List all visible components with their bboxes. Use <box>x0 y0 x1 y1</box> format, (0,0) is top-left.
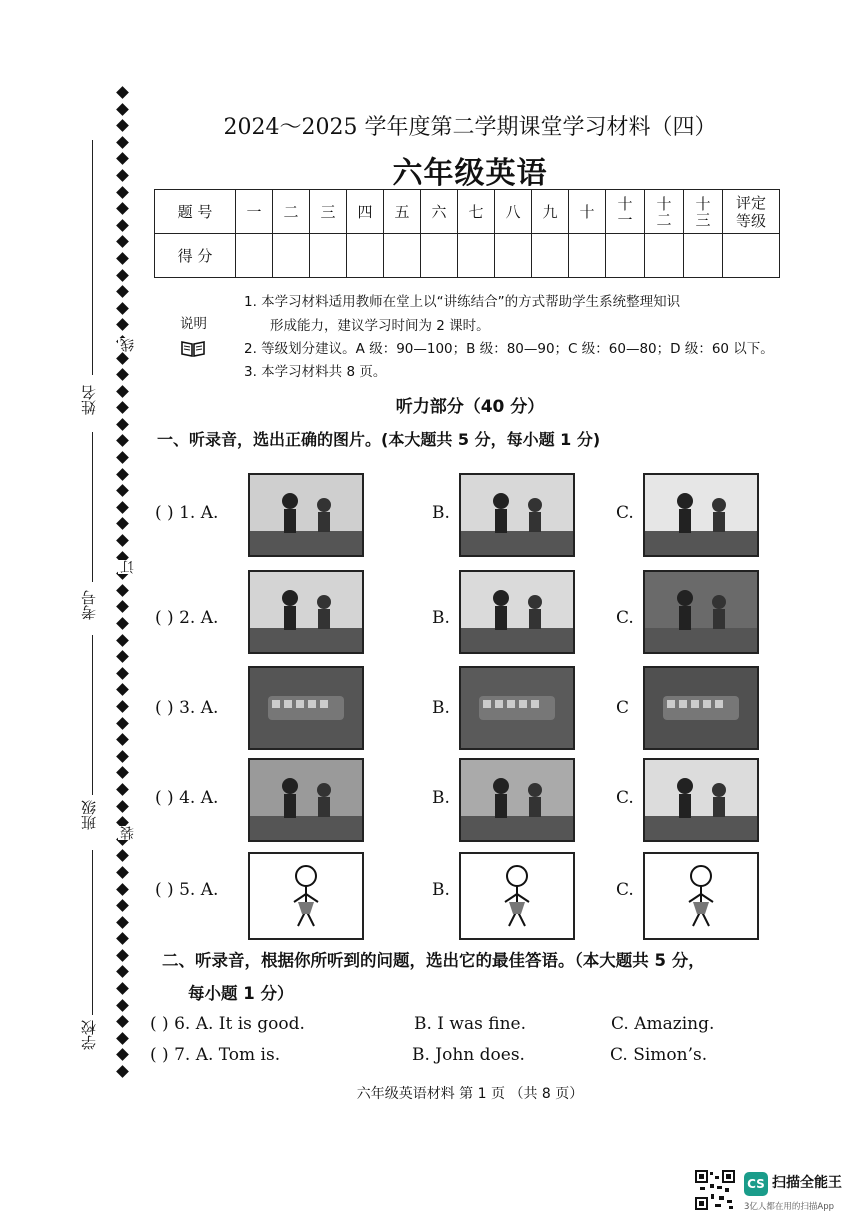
q3-option-c-label[interactable]: C <box>616 698 630 718</box>
diamond-mark <box>116 849 129 862</box>
score-table-score-row <box>155 234 780 278</box>
q1-option-c-label[interactable]: C. <box>616 503 634 523</box>
score-cell[interactable] <box>569 234 606 278</box>
q5-picture-a[interactable] <box>248 852 364 940</box>
name-label: 姓名 <box>80 385 98 415</box>
diamond-mark <box>116 385 129 398</box>
line-char: 线 <box>120 338 136 352</box>
diamond-mark <box>116 899 129 912</box>
diamond-mark <box>116 800 129 813</box>
q5-picture-b[interactable] <box>459 852 575 940</box>
q3-option-b-label[interactable]: B. <box>432 698 450 718</box>
q5-option-c-label[interactable]: C. <box>616 880 634 900</box>
q7-option-c[interactable]: C. Simon’s. <box>610 1045 708 1065</box>
diamond-mark <box>116 235 129 248</box>
diamond-mark <box>116 1015 129 1028</box>
diamond-mark <box>116 368 129 381</box>
qr-code-icon <box>695 1170 735 1210</box>
instruction-2: 2. 等级划分建议。A 级：90—100；B 级：80—90；C 级：60—80；D 级：60 以下。 <box>244 341 774 357</box>
q6-question: ( ) 6. A. It is good. <box>150 1014 305 1034</box>
diamond-mark <box>116 766 129 779</box>
class-line <box>92 850 93 1015</box>
diamond-mark <box>116 518 129 531</box>
section2-title-line1: 二、听录音，根据你所听到的问题，选出它的最佳答语。（本大题共 5 分， <box>162 951 705 970</box>
diamond-mark <box>116 684 129 697</box>
exam-no-line-top <box>92 432 93 582</box>
diamond-mark <box>116 750 129 763</box>
diamond-mark <box>116 269 129 282</box>
score-cell[interactable] <box>495 234 532 278</box>
diamond-mark <box>116 717 129 730</box>
diamond-mark <box>116 534 129 547</box>
instructions-label: 说明 <box>180 316 207 332</box>
col-3: 三 <box>310 190 347 234</box>
score-cell[interactable] <box>384 234 421 278</box>
q4-picture-b[interactable] <box>459 758 575 842</box>
q7-option-b[interactable]: B. John does. <box>412 1045 525 1065</box>
score-cell[interactable] <box>310 234 347 278</box>
title-line1: 2024～2025 学年度第二学期课堂学习材料（四） <box>223 115 717 140</box>
q5-picture-c[interactable] <box>643 852 759 940</box>
diamond-mark <box>116 883 129 896</box>
rating-label: 评定等级 <box>735 193 766 230</box>
diamond-mark <box>116 202 129 215</box>
section2-title-line2: 每小题 1 分） <box>188 984 294 1003</box>
score-cell[interactable] <box>645 234 684 278</box>
q2-picture-c[interactable] <box>643 570 759 654</box>
diamond-mark <box>116 1049 129 1062</box>
diamond-mark <box>116 584 129 597</box>
diamond-mark <box>116 667 129 680</box>
diamond-mark <box>116 966 129 979</box>
col-9: 九 <box>532 190 569 234</box>
q2-option-c-label[interactable]: C. <box>616 608 634 628</box>
col-11-text: 十一 <box>617 194 633 229</box>
diamond-mark <box>116 435 129 448</box>
q3-picture-a[interactable] <box>248 666 364 750</box>
ding-char: 订 <box>120 560 136 574</box>
diamond-mark <box>116 916 129 929</box>
score-cell[interactable] <box>684 234 723 278</box>
q4-option-b-label[interactable]: B. <box>432 788 450 808</box>
diamond-mark <box>116 418 129 431</box>
q4-picture-a[interactable] <box>248 758 364 842</box>
col-12-text: 十二 <box>656 194 672 229</box>
exam-no-line <box>92 635 93 795</box>
q6-option-c[interactable]: C. Amazing. <box>611 1014 715 1034</box>
col-13-text: 十三 <box>695 194 711 229</box>
q2-picture-a[interactable] <box>248 570 364 654</box>
diamond-mark <box>116 932 129 945</box>
col-13 <box>684 190 723 234</box>
camscanner-name: 扫描全能王 <box>772 1175 842 1191</box>
score-table-header-row <box>155 190 780 234</box>
q4-option-c-label[interactable]: C. <box>616 788 634 808</box>
name-line <box>92 140 93 375</box>
q5-question: ( ) 5. A. <box>155 880 219 900</box>
score-cell[interactable] <box>347 234 384 278</box>
camscanner-logo: CS <box>744 1172 768 1196</box>
q2-picture-b[interactable] <box>459 570 575 654</box>
diamond-mark <box>116 318 129 331</box>
diamond-mark <box>116 302 129 315</box>
q6-option-b[interactable]: B. I was fine. <box>414 1014 526 1034</box>
q3-question: ( ) 3. A. <box>155 698 219 718</box>
col-11 <box>606 190 645 234</box>
diamond-mark <box>116 252 129 265</box>
diamond-mark <box>116 219 129 232</box>
diamond-mark <box>116 451 129 464</box>
score-cell[interactable] <box>421 234 458 278</box>
diamond-mark <box>116 468 129 481</box>
diamond-mark <box>116 484 129 497</box>
row2-label: 得 分 <box>155 234 236 278</box>
diamond-mark <box>116 119 129 132</box>
diamond-mark <box>116 949 129 962</box>
q4-picture-c[interactable] <box>643 758 759 842</box>
row1-label: 题 号 <box>155 190 236 234</box>
score-cell[interactable] <box>273 234 310 278</box>
instruction-1-cont: 形成能力，建议学习时间为 2 课时。 <box>270 318 490 334</box>
section1-title: 一、听录音，选出正确的图片。(本大题共 5 分，每小题 1 分) <box>157 430 601 449</box>
diamond-mark <box>116 634 129 647</box>
rating-cell[interactable] <box>723 234 780 278</box>
col-7: 七 <box>458 190 495 234</box>
title-line2: 六年级英语 <box>392 156 548 191</box>
page-footer: 六年级英语材料 第 1 页 （共 8 页） <box>356 1086 584 1102</box>
diamond-mark <box>116 169 129 182</box>
col-10: 十 <box>569 190 606 234</box>
diamond-mark <box>116 86 129 99</box>
rating-label-cell <box>723 190 780 234</box>
diamond-mark <box>116 136 129 149</box>
score-cell[interactable] <box>236 234 273 278</box>
diamond-mark <box>116 285 129 298</box>
diamond-mark <box>116 1065 129 1078</box>
exam-no-label: 考号 <box>80 590 98 620</box>
camscanner-tagline: 3亿人都在用的扫描App <box>744 1202 835 1212</box>
col-2: 二 <box>273 190 310 234</box>
q3-picture-b[interactable] <box>459 666 575 750</box>
q1-option-b-label[interactable]: B. <box>432 503 450 523</box>
diamond-mark <box>116 700 129 713</box>
col-5: 五 <box>384 190 421 234</box>
col-8: 八 <box>495 190 532 234</box>
q3-picture-c[interactable] <box>643 666 759 750</box>
col-6: 六 <box>421 190 458 234</box>
score-cell[interactable] <box>458 234 495 278</box>
diamond-mark <box>116 186 129 199</box>
diamond-mark <box>116 501 129 514</box>
class-label: 班级 <box>80 800 98 830</box>
q5-option-b-label[interactable]: B. <box>432 880 450 900</box>
q4-question: ( ) 4. A. <box>155 788 219 808</box>
diamond-mark <box>116 733 129 746</box>
diamond-mark <box>116 866 129 879</box>
col-12 <box>645 190 684 234</box>
score-cell[interactable] <box>532 234 569 278</box>
q7-question: ( ) 7. A. Tom is. <box>150 1045 281 1065</box>
q2-option-b-label[interactable]: B. <box>432 608 450 628</box>
book-icon <box>180 338 206 358</box>
diamond-mark <box>116 982 129 995</box>
diamond-mark <box>116 1032 129 1045</box>
diamond-mark <box>116 650 129 663</box>
col-4: 四 <box>347 190 384 234</box>
q1-question: ( ) 1. A. <box>155 503 219 523</box>
school-label: 学校 <box>80 1020 98 1050</box>
score-table <box>154 189 780 278</box>
listening-title: 听力部分（40 分） <box>395 397 545 417</box>
diamond-mark <box>116 999 129 1012</box>
instruction-3: 3. 本学习材料共 8 页。 <box>244 364 387 380</box>
diamond-mark <box>116 153 129 166</box>
binding-diamond-border <box>116 88 130 1084</box>
diamond-mark <box>116 617 129 630</box>
q1-picture-a[interactable] <box>248 473 364 557</box>
diamond-mark <box>116 601 129 614</box>
diamond-mark <box>116 783 129 796</box>
zhuang-char: 装 <box>120 826 136 840</box>
score-cell[interactable] <box>606 234 645 278</box>
diamond-mark <box>116 352 129 365</box>
q2-question: ( ) 2. A. <box>155 608 219 628</box>
instruction-1: 1. 本学习材料适用教师在堂上以“讲练结合”的方式帮助学生系统整理知识 <box>244 294 681 310</box>
col-1: 一 <box>236 190 273 234</box>
q1-picture-c[interactable] <box>643 473 759 557</box>
q1-picture-b[interactable] <box>459 473 575 557</box>
diamond-mark <box>116 401 129 414</box>
diamond-mark <box>116 103 129 116</box>
